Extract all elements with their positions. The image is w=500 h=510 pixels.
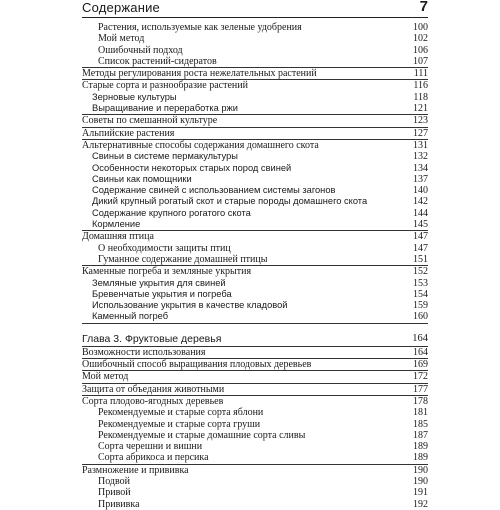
toc-entry [82,68,428,80]
toc-entry-page: 181 [413,407,428,419]
toc-entry-label: Содержание крупного рогатого скота [92,207,251,218]
toc-entry [82,185,428,196]
toc-entry-page: 189 [413,452,428,464]
toc-entry-label: Рекомендуемые и старые сорта груши [98,418,261,430]
toc-entry [82,407,428,418]
toc-entry-label: Глава 3. Фруктовые деревья [82,332,222,345]
toc-entry [82,476,428,487]
toc-entry [82,441,428,452]
toc-entry-page: 190 [413,464,428,476]
toc-entry [82,92,428,103]
toc-entry-label: Сорта абрикоса и персика [98,452,209,464]
toc-entry [82,45,428,56]
toc-entry-label: Использование укрытия в качестве кладовой [92,300,288,311]
toc-entry-page: 160 [413,311,428,323]
toc-entry-label: Ошибочный подход [98,44,183,56]
toc-entry-label: Список растений-сидератов [98,55,217,67]
toc-entry [82,465,428,476]
toc-entry-page: 118 [413,91,428,103]
toc-entry-label: Привой [98,487,131,499]
toc-entry [82,151,428,162]
toc-entry [82,347,428,359]
toc-entry [82,208,428,219]
page-header [82,0,428,18]
toc-entry-page: 137 [413,173,428,185]
toc-entry-label: Мой метод [82,371,129,383]
toc-entry-label: Каменный погреб [92,311,169,322]
toc-entry [82,419,428,430]
toc-entry-label: Содержание свиней с использованием системы загонов [92,185,336,196]
toc-entry-label: Дикий крупный рогатый скот и старые породы домашнего скота [92,196,368,207]
toc-entry-label: Прививка [98,498,140,510]
table-of-contents [82,22,428,510]
toc-entry-label: Методы регулирования роста нежелательных растений [82,68,317,80]
toc-chapter-heading [82,332,428,347]
toc-entry-page: 190 [413,475,428,487]
toc-entry-page: 154 [413,288,428,300]
toc-entry-label: Кормление [92,219,141,230]
toc-entry [82,231,428,242]
toc-entry-label: Зерновые культуры [92,91,177,102]
toc-entry-page: 121 [413,103,428,115]
toc-entry [82,384,428,396]
toc-entry-page: 145 [413,219,428,231]
toc-entry-label: Свиньи как помощники [92,173,192,184]
toc-entry-label: Сорта черешни и вишни [98,441,203,453]
toc-entry-label: Ошибочный способ выращивания плодовых деревьев [82,359,312,371]
toc-entry [82,396,428,407]
toc-entry-page: 159 [413,300,428,312]
toc-entry-page: 100 [413,22,428,33]
page-title: Содержание [82,0,160,15]
toc-entry-label: О необходимости защиты птиц [98,242,231,254]
toc-entry-label: Мой метод [98,33,145,45]
toc-entry-label: Защита от объедания животными [82,383,225,395]
toc-entry-label: Альтернативные способы содержания домашнего скота [82,139,319,151]
toc-entry [82,103,428,115]
page-number: 7 [419,0,428,15]
toc-entry-label: Размножение и прививка [82,464,189,476]
toc-entry-page: 147 [413,231,428,243]
toc-entry-label: Альпийские растения [82,127,175,139]
toc-entry [82,430,428,441]
toc-entry-page: 164 [413,346,428,358]
toc-entry-page: 187 [413,429,428,441]
toc-entry-page: 185 [413,418,428,430]
toc-entry-label: Рекомендуемые и старые домашние сорта сливы [98,429,306,441]
toc-entry-page: 191 [413,487,428,499]
toc-entry-page: 189 [413,441,428,453]
toc-entry [82,163,428,174]
toc-entry-page: 132 [413,151,428,163]
toc-entry [82,196,428,207]
toc-spacer [82,324,428,332]
toc-entry-label: Каменные погреба и земляные укрытия [82,266,252,278]
toc-entry [82,371,428,383]
toc-entry [82,56,428,68]
toc-entry-page: 123 [413,115,428,127]
toc-entry-label: Рекомендуемые и старые сорта яблони [98,407,264,419]
toc-entry-label: Возможности использования [82,346,206,358]
toc-entry-page: 192 [413,498,428,510]
toc-entry-label: Растения, используемые как зеленые удобрения [98,22,302,33]
toc-entry-page: 169 [413,359,428,371]
toc-entry-label: Земляные укрытия для свиней [92,277,226,288]
toc-entry [82,174,428,185]
toc-entry [82,359,428,371]
toc-entry-page: 144 [413,207,428,219]
toc-entry [82,80,428,91]
toc-entry-label: Подвой [98,475,131,487]
toc-entry-label: Свиньи в системе пермакультуры [92,151,238,162]
toc-entry-page: 172 [413,371,428,383]
toc-entry-page: 153 [413,277,428,289]
toc-entry [82,452,428,464]
toc-entry-label: Старые сорта и разнообразие растений [82,80,248,92]
toc-entry-page: 131 [413,139,428,151]
toc-entry-page: 177 [413,383,428,395]
toc-entry [82,219,428,231]
toc-entry [82,499,428,510]
toc-entry [82,254,428,266]
toc-entry [82,487,428,498]
toc-entry-label: Домашняя птица [82,231,154,243]
toc-entry-page: 152 [413,266,428,278]
toc-entry [82,300,428,311]
toc-entry-label: Особенности некоторых старых пород свиней [92,162,292,173]
toc-entry [82,115,428,127]
toc-entry-page: 178 [413,395,428,407]
toc-entry [82,140,428,151]
toc-entry-page: 134 [413,162,428,174]
toc-entry-page: 147 [413,242,428,254]
toc-entry-label: Бревенчатые укрытия и погреба [92,288,232,299]
toc-entry [82,278,428,289]
toc-entry-page: 102 [413,33,428,45]
toc-entry-page: 106 [413,44,428,56]
toc-entry-label: Сорта плодово-ягодных деревьев [82,395,224,407]
toc-entry-page: 116 [413,80,428,92]
toc-entry [82,22,428,33]
toc-entry-page: 151 [413,253,428,265]
toc-entry-page: 111 [413,68,428,80]
toc-entry [82,311,428,323]
toc-entry [82,33,428,44]
toc-entry-page: 164 [412,332,428,344]
toc-entry-label: Советы по смешанной культуре [82,115,218,127]
toc-entry-page: 140 [413,185,428,197]
toc-entry-label: Гуманное содержание домашней птицы [98,253,268,265]
toc-entry-label: Выращивание и переработка ржи [92,103,238,114]
toc-entry [82,289,428,300]
toc-entry-page: 107 [413,55,428,67]
toc-entry [82,266,428,277]
toc-entry-page: 142 [413,196,428,208]
toc-entry-page: 127 [413,127,428,139]
toc-entry [82,243,428,254]
toc-entry [82,128,428,140]
